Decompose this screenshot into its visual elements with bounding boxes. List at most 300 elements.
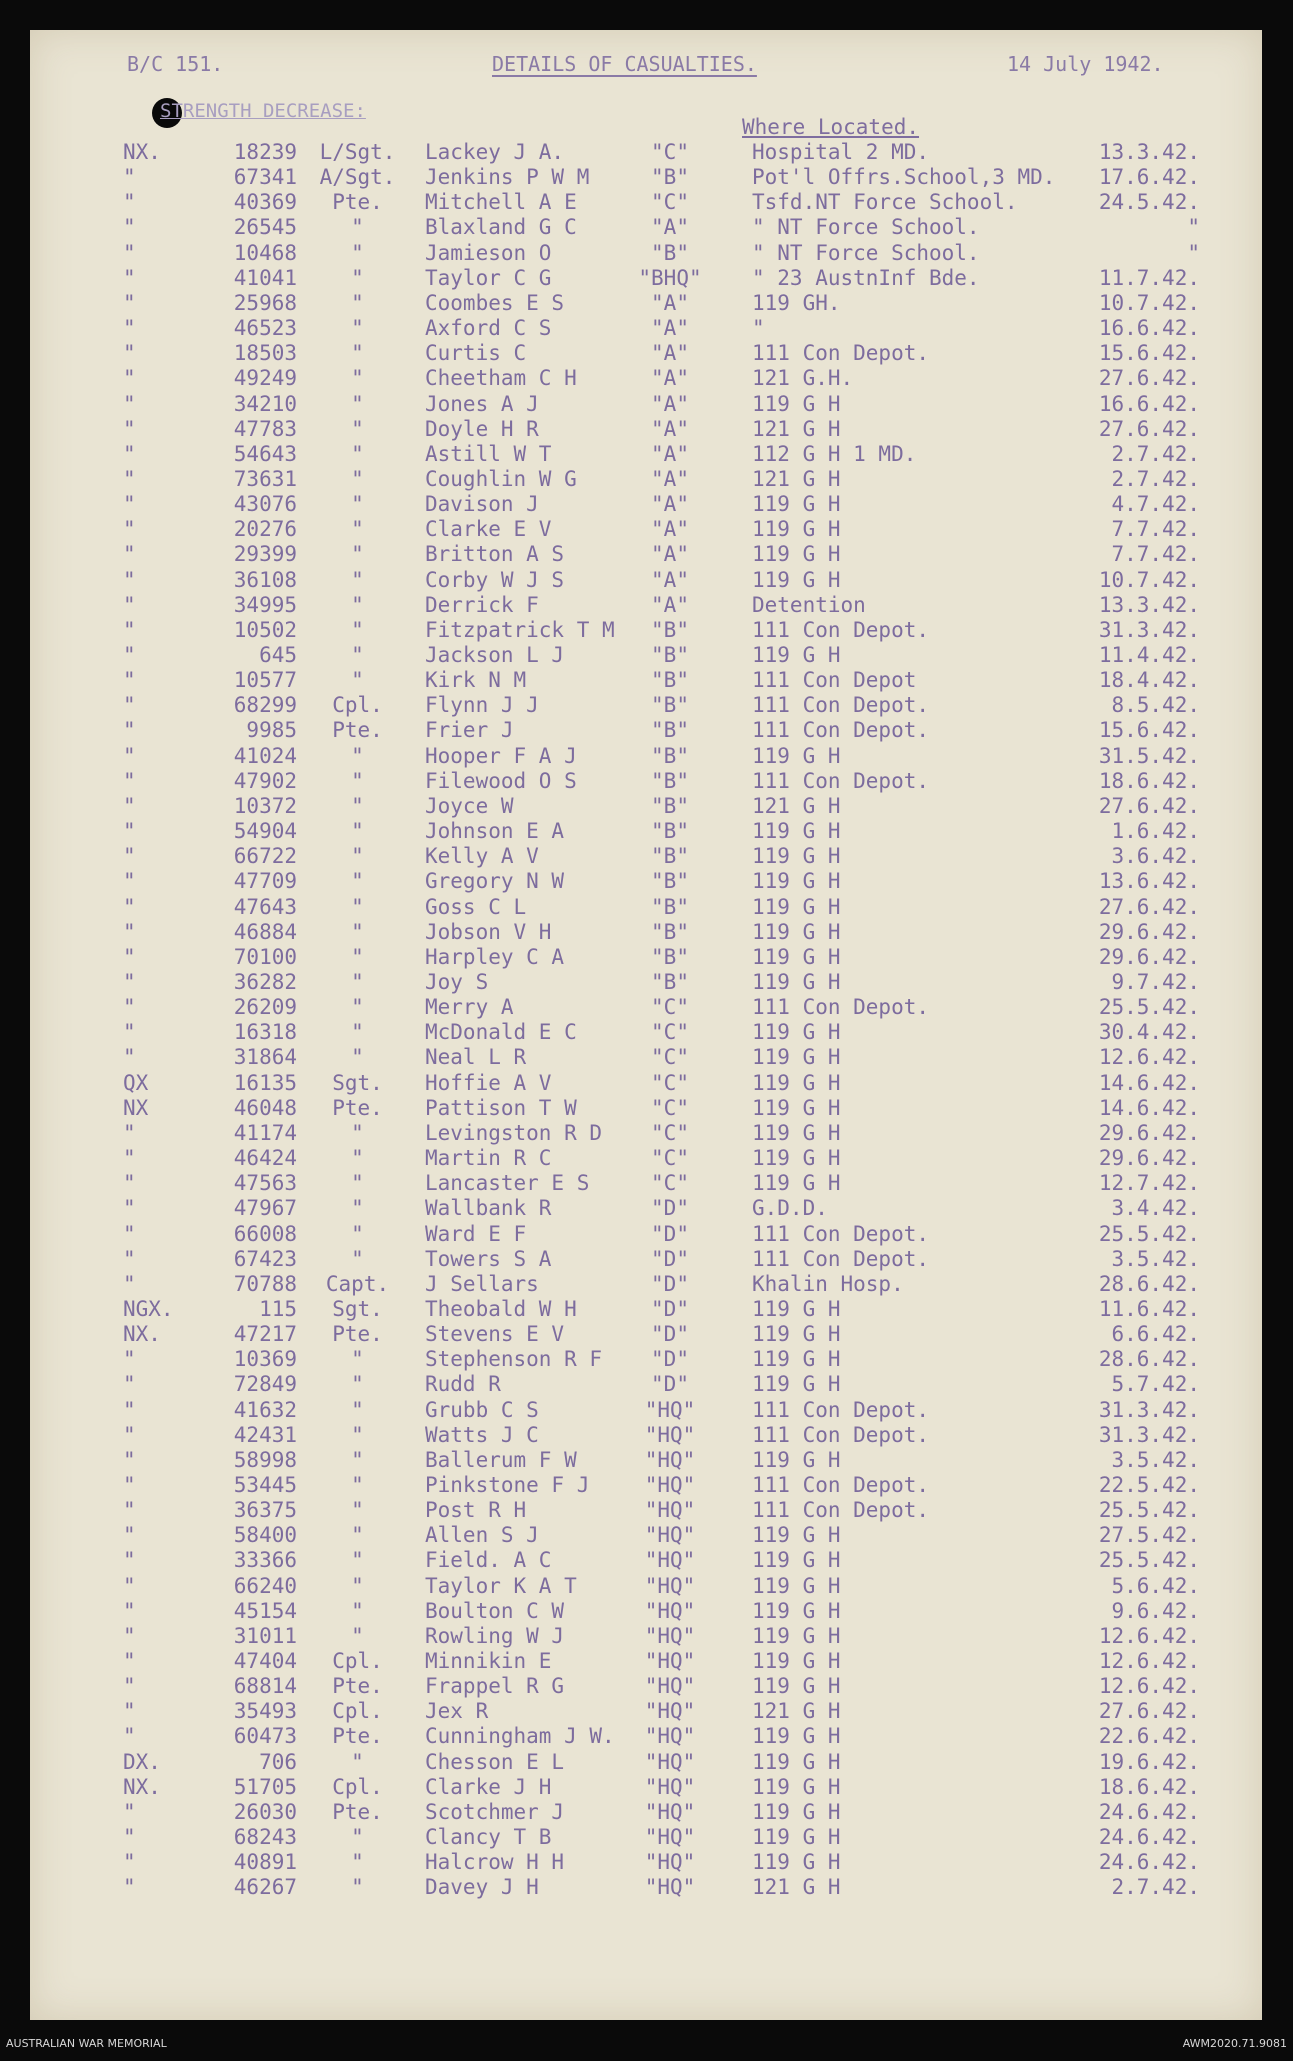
row-prefix: " bbox=[123, 1397, 136, 1422]
row-date: " bbox=[1187, 240, 1200, 265]
row-rank: " bbox=[351, 819, 364, 843]
row-date: 14.6.42. bbox=[1098, 1070, 1200, 1095]
row-prefix: " bbox=[123, 416, 136, 441]
row-prefix: " bbox=[123, 441, 136, 466]
row-service-number: 54904 bbox=[233, 819, 297, 843]
row-rank: " bbox=[351, 441, 364, 466]
row-date: 22.5.42. bbox=[1098, 1472, 1200, 1497]
row-name: Watts J C bbox=[425, 1422, 539, 1447]
row-rank: " bbox=[351, 592, 364, 617]
row-rank: Pte. bbox=[332, 1724, 383, 1749]
row-date: 11.6.42. bbox=[1098, 1296, 1200, 1321]
row-company: "D" bbox=[651, 1296, 689, 1321]
row-location: 119 G H bbox=[752, 1322, 841, 1346]
row-date: 31.3.42. bbox=[1098, 617, 1200, 642]
row-date: 3.4.42. bbox=[1111, 1196, 1200, 1221]
row-rank: " bbox=[351, 1523, 364, 1548]
row-company: "D" bbox=[651, 1246, 689, 1271]
row-service-number: 26209 bbox=[233, 995, 297, 1020]
row-rank: " bbox=[351, 492, 364, 517]
row-name: Davison J bbox=[425, 492, 539, 517]
row-location: 121 G H bbox=[752, 1875, 841, 1900]
row-rank: " bbox=[351, 1171, 364, 1196]
row-service-number: 53445 bbox=[233, 1472, 297, 1497]
row-company: "B" bbox=[651, 643, 689, 667]
row-name: Cunningham J W. bbox=[425, 1724, 615, 1749]
row-company: "D" bbox=[651, 1322, 689, 1346]
row-prefix: " bbox=[123, 492, 136, 517]
row-location: 119 G H bbox=[752, 1296, 841, 1321]
row-name: Astill W T bbox=[425, 441, 552, 466]
row-prefix: " bbox=[123, 844, 136, 869]
row-rank: " bbox=[351, 1498, 364, 1523]
row-name: J Sellars bbox=[425, 1271, 539, 1296]
row-name: Derrick F bbox=[425, 592, 539, 617]
row-location: 119 G H bbox=[752, 1548, 841, 1573]
row-prefix: " bbox=[123, 567, 136, 592]
row-rank: " bbox=[351, 1749, 364, 1774]
row-prefix: " bbox=[123, 1498, 136, 1523]
document-date: 14 July 1942. bbox=[1007, 52, 1164, 76]
row-name: Clancy T B bbox=[425, 1825, 552, 1849]
row-name: Frappel R G bbox=[425, 1674, 565, 1699]
row-location: 119 G H bbox=[752, 1523, 841, 1548]
row-location: " 23 AustnInf Bde. bbox=[752, 265, 980, 290]
row-rank: " bbox=[351, 1196, 364, 1221]
row-location: 119 G H bbox=[752, 1623, 841, 1648]
row-rank: Cpl. bbox=[332, 693, 383, 718]
row-service-number: 42431 bbox=[233, 1422, 297, 1447]
row-name: Scotchmer J bbox=[425, 1799, 565, 1824]
row-location: 119 G H bbox=[752, 542, 841, 567]
row-location: 111 Con Depot bbox=[752, 668, 917, 693]
row-rank: " bbox=[351, 869, 364, 894]
row-rank: " bbox=[351, 240, 364, 265]
row-date: 18.6.42. bbox=[1098, 768, 1200, 793]
row-service-number: 20276 bbox=[233, 517, 297, 542]
row-location: 119 G H bbox=[752, 1749, 841, 1774]
row-prefix: " bbox=[123, 1598, 136, 1623]
row-date: 12.6.42. bbox=[1098, 1674, 1200, 1699]
row-name: Jenkins P W M bbox=[425, 165, 590, 190]
row-rank: " bbox=[351, 1825, 364, 1849]
row-name: Clarke E V bbox=[425, 517, 552, 542]
row-date: 14.6.42. bbox=[1098, 1095, 1200, 1120]
row-date: 7.7.42. bbox=[1111, 517, 1200, 542]
row-name: Jackson L J bbox=[425, 643, 565, 667]
row-name: Cheetham C H bbox=[425, 366, 577, 391]
row-name: Chesson E L bbox=[425, 1749, 565, 1774]
row-service-number: 68299 bbox=[233, 693, 297, 718]
row-name: Rowling W J bbox=[425, 1623, 565, 1648]
row-service-number: 36282 bbox=[233, 969, 297, 994]
row-location: " bbox=[752, 316, 765, 340]
row-location: 119 G H bbox=[752, 969, 841, 994]
row-location: 111 Con Depot. bbox=[752, 718, 930, 743]
row-date: 25.5.42. bbox=[1098, 1221, 1200, 1246]
row-location: Tsfd.NT Force School. bbox=[752, 190, 1018, 215]
row-service-number: 16135 bbox=[233, 1070, 297, 1095]
row-name: Joyce W bbox=[425, 793, 514, 818]
row-location: 119 G H bbox=[752, 1598, 841, 1623]
row-company: "HQ" bbox=[644, 1573, 696, 1598]
row-prefix: NX. bbox=[123, 140, 161, 164]
row-rank: " bbox=[351, 341, 364, 366]
row-service-number: 67423 bbox=[233, 1246, 297, 1271]
row-rank: " bbox=[351, 643, 364, 667]
row-location: 119 G H bbox=[752, 1799, 841, 1824]
row-location: 119 G H bbox=[752, 1095, 841, 1120]
row-date: 16.6.42. bbox=[1098, 316, 1200, 340]
row-service-number: 10502 bbox=[233, 617, 297, 642]
row-rank: " bbox=[351, 1372, 364, 1397]
row-name: Hoffie A V bbox=[425, 1070, 552, 1095]
row-date: 13.3.42. bbox=[1098, 592, 1200, 617]
row-location: 119 G H bbox=[752, 1724, 841, 1749]
row-date: 25.5.42. bbox=[1098, 995, 1200, 1020]
row-location: " NT Force School. bbox=[752, 240, 980, 265]
row-rank: A/Sgt. bbox=[319, 165, 396, 190]
row-name: Stephenson R F bbox=[425, 1347, 603, 1372]
row-prefix: DX. bbox=[123, 1749, 161, 1774]
row-prefix: " bbox=[123, 944, 136, 969]
row-service-number: 66008 bbox=[233, 1221, 297, 1246]
row-name: Pinkstone F J bbox=[425, 1472, 590, 1497]
row-rank: " bbox=[351, 215, 364, 240]
row-company: "A" bbox=[651, 592, 689, 617]
footer-institution: AUSTRALIAN WAR MEMORIAL bbox=[6, 2037, 167, 2050]
row-location: 119 G H bbox=[752, 944, 841, 969]
row-company: "D" bbox=[651, 1271, 689, 1296]
row-company: "B" bbox=[651, 919, 689, 944]
row-location: 111 Con Depot. bbox=[752, 1422, 930, 1447]
row-date: 12.6.42. bbox=[1098, 1045, 1200, 1070]
row-name: Grubb C S bbox=[425, 1397, 539, 1422]
row-name: Taylor K A T bbox=[425, 1573, 577, 1598]
row-company: "HQ" bbox=[644, 1623, 696, 1648]
row-rank: " bbox=[351, 844, 364, 869]
row-date: 7.7.42. bbox=[1111, 542, 1200, 567]
row-rank: " bbox=[351, 617, 364, 642]
row-service-number: 10577 bbox=[233, 668, 297, 693]
row-location: 119 G H bbox=[752, 1372, 841, 1397]
row-prefix: " bbox=[123, 919, 136, 944]
row-prefix: " bbox=[123, 391, 136, 416]
row-rank: " bbox=[351, 1397, 364, 1422]
row-name: Goss C L bbox=[425, 894, 527, 919]
row-location: 119 G H bbox=[752, 1120, 841, 1145]
row-prefix: NX. bbox=[123, 1774, 161, 1799]
row-rank: " bbox=[351, 1146, 364, 1170]
row-company: "B" bbox=[651, 668, 689, 693]
row-company: "B" bbox=[651, 718, 689, 743]
row-location: 121 G H bbox=[752, 793, 841, 818]
row-location: 119 G H bbox=[752, 1045, 841, 1070]
row-prefix: " bbox=[123, 1120, 136, 1145]
row-location: 119 G H bbox=[752, 1674, 841, 1699]
row-prefix: " bbox=[123, 542, 136, 567]
row-location: 119 G H bbox=[752, 567, 841, 592]
row-prefix: " bbox=[123, 1724, 136, 1749]
row-location: Khalin Hosp. bbox=[752, 1271, 904, 1296]
row-service-number: 25968 bbox=[233, 290, 297, 315]
row-date: 29.6.42. bbox=[1098, 1120, 1200, 1145]
row-date: 29.6.42. bbox=[1098, 1146, 1200, 1170]
row-company: "HQ" bbox=[644, 1472, 696, 1497]
row-date: 31.3.42. bbox=[1098, 1422, 1200, 1447]
row-date: 12.6.42. bbox=[1098, 1623, 1200, 1648]
row-prefix: " bbox=[123, 1246, 136, 1271]
row-company: "D" bbox=[651, 1221, 689, 1246]
row-service-number: 46048 bbox=[233, 1095, 297, 1120]
row-company: "C" bbox=[651, 995, 689, 1020]
row-prefix: " bbox=[123, 1196, 136, 1221]
row-rank: " bbox=[351, 1850, 364, 1875]
row-date: 5.6.42. bbox=[1111, 1573, 1200, 1598]
row-company: "A" bbox=[651, 316, 689, 340]
row-service-number: 47967 bbox=[233, 1196, 297, 1221]
row-location: 119 G H bbox=[752, 1171, 841, 1196]
row-location: Detention bbox=[752, 592, 866, 617]
row-prefix: " bbox=[123, 341, 136, 366]
row-company: "A" bbox=[651, 391, 689, 416]
row-location: 119 G H bbox=[752, 819, 841, 843]
row-date: 6.6.42. bbox=[1111, 1322, 1200, 1346]
row-name: Hooper F A J bbox=[425, 743, 577, 768]
row-rank: " bbox=[351, 1447, 364, 1472]
reference-number: B/C 151. bbox=[127, 52, 224, 76]
row-service-number: 33366 bbox=[233, 1548, 297, 1573]
row-location: 119 G H bbox=[752, 1573, 841, 1598]
row-service-number: 46267 bbox=[233, 1875, 297, 1900]
row-name: Ward E F bbox=[425, 1221, 527, 1246]
row-name: Merry A bbox=[425, 995, 514, 1020]
row-company: "A" bbox=[651, 542, 689, 567]
row-date: 3.5.42. bbox=[1111, 1246, 1200, 1271]
row-name: Theobald W H bbox=[425, 1296, 577, 1321]
row-service-number: 10369 bbox=[233, 1347, 297, 1372]
row-service-number: 58400 bbox=[233, 1523, 297, 1548]
row-rank: " bbox=[351, 768, 364, 793]
row-prefix: " bbox=[123, 1674, 136, 1699]
row-prefix: NGX. bbox=[123, 1296, 174, 1321]
document-title: DETAILS OF CASUALTIES. bbox=[492, 52, 757, 76]
row-prefix: NX bbox=[123, 1095, 149, 1120]
row-service-number: 72849 bbox=[233, 1372, 297, 1397]
row-date: 24.6.42. bbox=[1098, 1799, 1200, 1824]
row-service-number: 26545 bbox=[233, 215, 297, 240]
row-date: 24.6.42. bbox=[1098, 1825, 1200, 1849]
row-prefix: " bbox=[123, 1146, 136, 1170]
row-prefix: " bbox=[123, 1649, 136, 1673]
row-company: "HQ" bbox=[644, 1799, 696, 1824]
row-service-number: 29399 bbox=[233, 542, 297, 567]
row-company: "A" bbox=[651, 567, 689, 592]
row-date: 11.4.42. bbox=[1098, 643, 1200, 667]
row-rank: " bbox=[351, 969, 364, 994]
row-service-number: 46884 bbox=[233, 919, 297, 944]
row-date: 10.7.42. bbox=[1098, 567, 1200, 592]
row-company: "HQ" bbox=[644, 1523, 696, 1548]
row-date: 15.6.42. bbox=[1098, 341, 1200, 366]
row-company: "HQ" bbox=[644, 1447, 696, 1472]
row-service-number: 706 bbox=[259, 1749, 297, 1774]
row-rank: " bbox=[351, 542, 364, 567]
row-rank: Sgt. bbox=[332, 1296, 383, 1321]
row-rank: Capt. bbox=[325, 1271, 390, 1296]
row-rank: " bbox=[351, 894, 364, 919]
row-rank: " bbox=[351, 1623, 364, 1648]
row-location: 119 G H bbox=[752, 743, 841, 768]
row-location: 119 G H bbox=[752, 1347, 841, 1372]
row-rank: " bbox=[351, 517, 364, 542]
row-rank: " bbox=[351, 265, 364, 290]
row-service-number: 67341 bbox=[233, 165, 297, 190]
row-name: Minnikin E bbox=[425, 1649, 552, 1673]
row-name: Taylor C G bbox=[425, 265, 552, 290]
row-name: Harpley C A bbox=[425, 944, 565, 969]
row-location: 111 Con Depot. bbox=[752, 341, 930, 366]
row-prefix: " bbox=[123, 1221, 136, 1246]
row-service-number: 47404 bbox=[233, 1649, 297, 1673]
row-company: "C" bbox=[651, 1095, 689, 1120]
row-service-number: 54643 bbox=[233, 441, 297, 466]
row-date: 12.6.42. bbox=[1098, 1649, 1200, 1673]
row-prefix: " bbox=[123, 819, 136, 843]
row-prefix: " bbox=[123, 592, 136, 617]
row-location: 111 Con Depot. bbox=[752, 617, 930, 642]
row-location: 111 Con Depot. bbox=[752, 995, 930, 1020]
row-company: "C" bbox=[651, 190, 689, 215]
row-company: "A" bbox=[651, 517, 689, 542]
row-company: "C" bbox=[651, 1045, 689, 1070]
row-rank: Cpl. bbox=[332, 1649, 383, 1673]
row-service-number: 18503 bbox=[233, 341, 297, 366]
row-date: 24.6.42. bbox=[1098, 1850, 1200, 1875]
row-name: Neal L R bbox=[425, 1045, 527, 1070]
row-date: 19.6.42. bbox=[1098, 1749, 1200, 1774]
row-prefix: " bbox=[123, 617, 136, 642]
row-company: "B" bbox=[651, 969, 689, 994]
row-location: 121 G H bbox=[752, 466, 841, 491]
row-rank: " bbox=[351, 416, 364, 441]
row-location: 119 GH. bbox=[752, 290, 841, 315]
row-prefix: " bbox=[123, 366, 136, 391]
row-rank: " bbox=[351, 366, 364, 391]
row-company: "HQ" bbox=[644, 1548, 696, 1573]
row-service-number: 9985 bbox=[246, 718, 297, 743]
row-date: 17.6.42. bbox=[1098, 165, 1200, 190]
row-location: 119 G H bbox=[752, 1070, 841, 1095]
row-prefix: " bbox=[123, 1573, 136, 1598]
row-date: 1.6.42. bbox=[1111, 819, 1200, 843]
row-date: 27.6.42. bbox=[1098, 366, 1200, 391]
row-company: "B" bbox=[651, 944, 689, 969]
row-prefix: " bbox=[123, 1171, 136, 1196]
row-date: 9.7.42. bbox=[1111, 969, 1200, 994]
row-rank: " bbox=[351, 793, 364, 818]
row-date: " bbox=[1187, 215, 1200, 240]
row-location: 119 G H bbox=[752, 869, 841, 894]
row-name: Joy S bbox=[425, 969, 489, 994]
row-name: Towers S A bbox=[425, 1246, 552, 1271]
row-prefix: " bbox=[123, 768, 136, 793]
row-name: Pattison T W bbox=[425, 1095, 577, 1120]
row-service-number: 60473 bbox=[233, 1724, 297, 1749]
row-name: Davey J H bbox=[425, 1875, 539, 1900]
row-location: 119 G H bbox=[752, 517, 841, 542]
row-service-number: 26030 bbox=[233, 1799, 297, 1824]
row-service-number: 43076 bbox=[233, 492, 297, 517]
row-prefix: NX. bbox=[123, 1322, 161, 1346]
row-date: 27.6.42. bbox=[1098, 1699, 1200, 1724]
row-company: "C" bbox=[651, 1020, 689, 1045]
row-rank: " bbox=[351, 995, 364, 1020]
row-service-number: 47643 bbox=[233, 894, 297, 919]
row-company: "B" bbox=[651, 768, 689, 793]
row-name: Doyle H R bbox=[425, 416, 539, 441]
row-location: 119 G H bbox=[752, 1850, 841, 1875]
row-service-number: 36108 bbox=[233, 567, 297, 592]
row-company: "HQ" bbox=[644, 1850, 696, 1875]
row-name: Fitzpatrick T M bbox=[425, 617, 615, 642]
row-service-number: 49249 bbox=[233, 366, 297, 391]
row-prefix: " bbox=[123, 517, 136, 542]
row-rank: " bbox=[351, 743, 364, 768]
row-company: "D" bbox=[651, 1347, 689, 1372]
row-rank: Pte. bbox=[332, 1095, 383, 1120]
row-company: "A" bbox=[651, 416, 689, 441]
row-prefix: " bbox=[123, 1699, 136, 1724]
row-company: "A" bbox=[651, 341, 689, 366]
row-service-number: 51705 bbox=[233, 1774, 297, 1799]
row-prefix: " bbox=[123, 215, 136, 240]
row-date: 3.6.42. bbox=[1111, 844, 1200, 869]
row-company: "B" bbox=[651, 894, 689, 919]
row-prefix: " bbox=[123, 1875, 136, 1900]
row-service-number: 47709 bbox=[233, 869, 297, 894]
row-service-number: 46424 bbox=[233, 1146, 297, 1170]
row-rank: " bbox=[351, 1246, 364, 1271]
row-service-number: 58998 bbox=[233, 1447, 297, 1472]
row-name: Axford C S bbox=[425, 316, 552, 340]
row-date: 24.5.42. bbox=[1098, 190, 1200, 215]
row-date: 2.7.42. bbox=[1111, 466, 1200, 491]
row-company: "HQ" bbox=[644, 1422, 696, 1447]
row-date: 13.6.42. bbox=[1098, 869, 1200, 894]
row-service-number: 70788 bbox=[233, 1271, 297, 1296]
row-date: 27.6.42. bbox=[1098, 894, 1200, 919]
row-name: Lackey J A. bbox=[425, 140, 565, 164]
row-rank: Cpl. bbox=[332, 1774, 383, 1799]
row-date: 28.6.42. bbox=[1098, 1271, 1200, 1296]
row-service-number: 40369 bbox=[233, 190, 297, 215]
row-rank: " bbox=[351, 316, 364, 340]
row-date: 30.4.42. bbox=[1098, 1020, 1200, 1045]
row-location: 121 G.H. bbox=[752, 366, 854, 391]
row-rank: " bbox=[351, 1573, 364, 1598]
row-company: "HQ" bbox=[644, 1397, 696, 1422]
row-location: 121 G H bbox=[752, 416, 841, 441]
row-company: "B" bbox=[651, 844, 689, 869]
row-date: 22.6.42. bbox=[1098, 1724, 1200, 1749]
row-date: 18.4.42. bbox=[1098, 668, 1200, 693]
row-rank: " bbox=[351, 466, 364, 491]
row-date: 25.5.42. bbox=[1098, 1548, 1200, 1573]
row-prefix: " bbox=[123, 1045, 136, 1070]
row-date: 15.6.42. bbox=[1098, 718, 1200, 743]
row-rank: " bbox=[351, 668, 364, 693]
